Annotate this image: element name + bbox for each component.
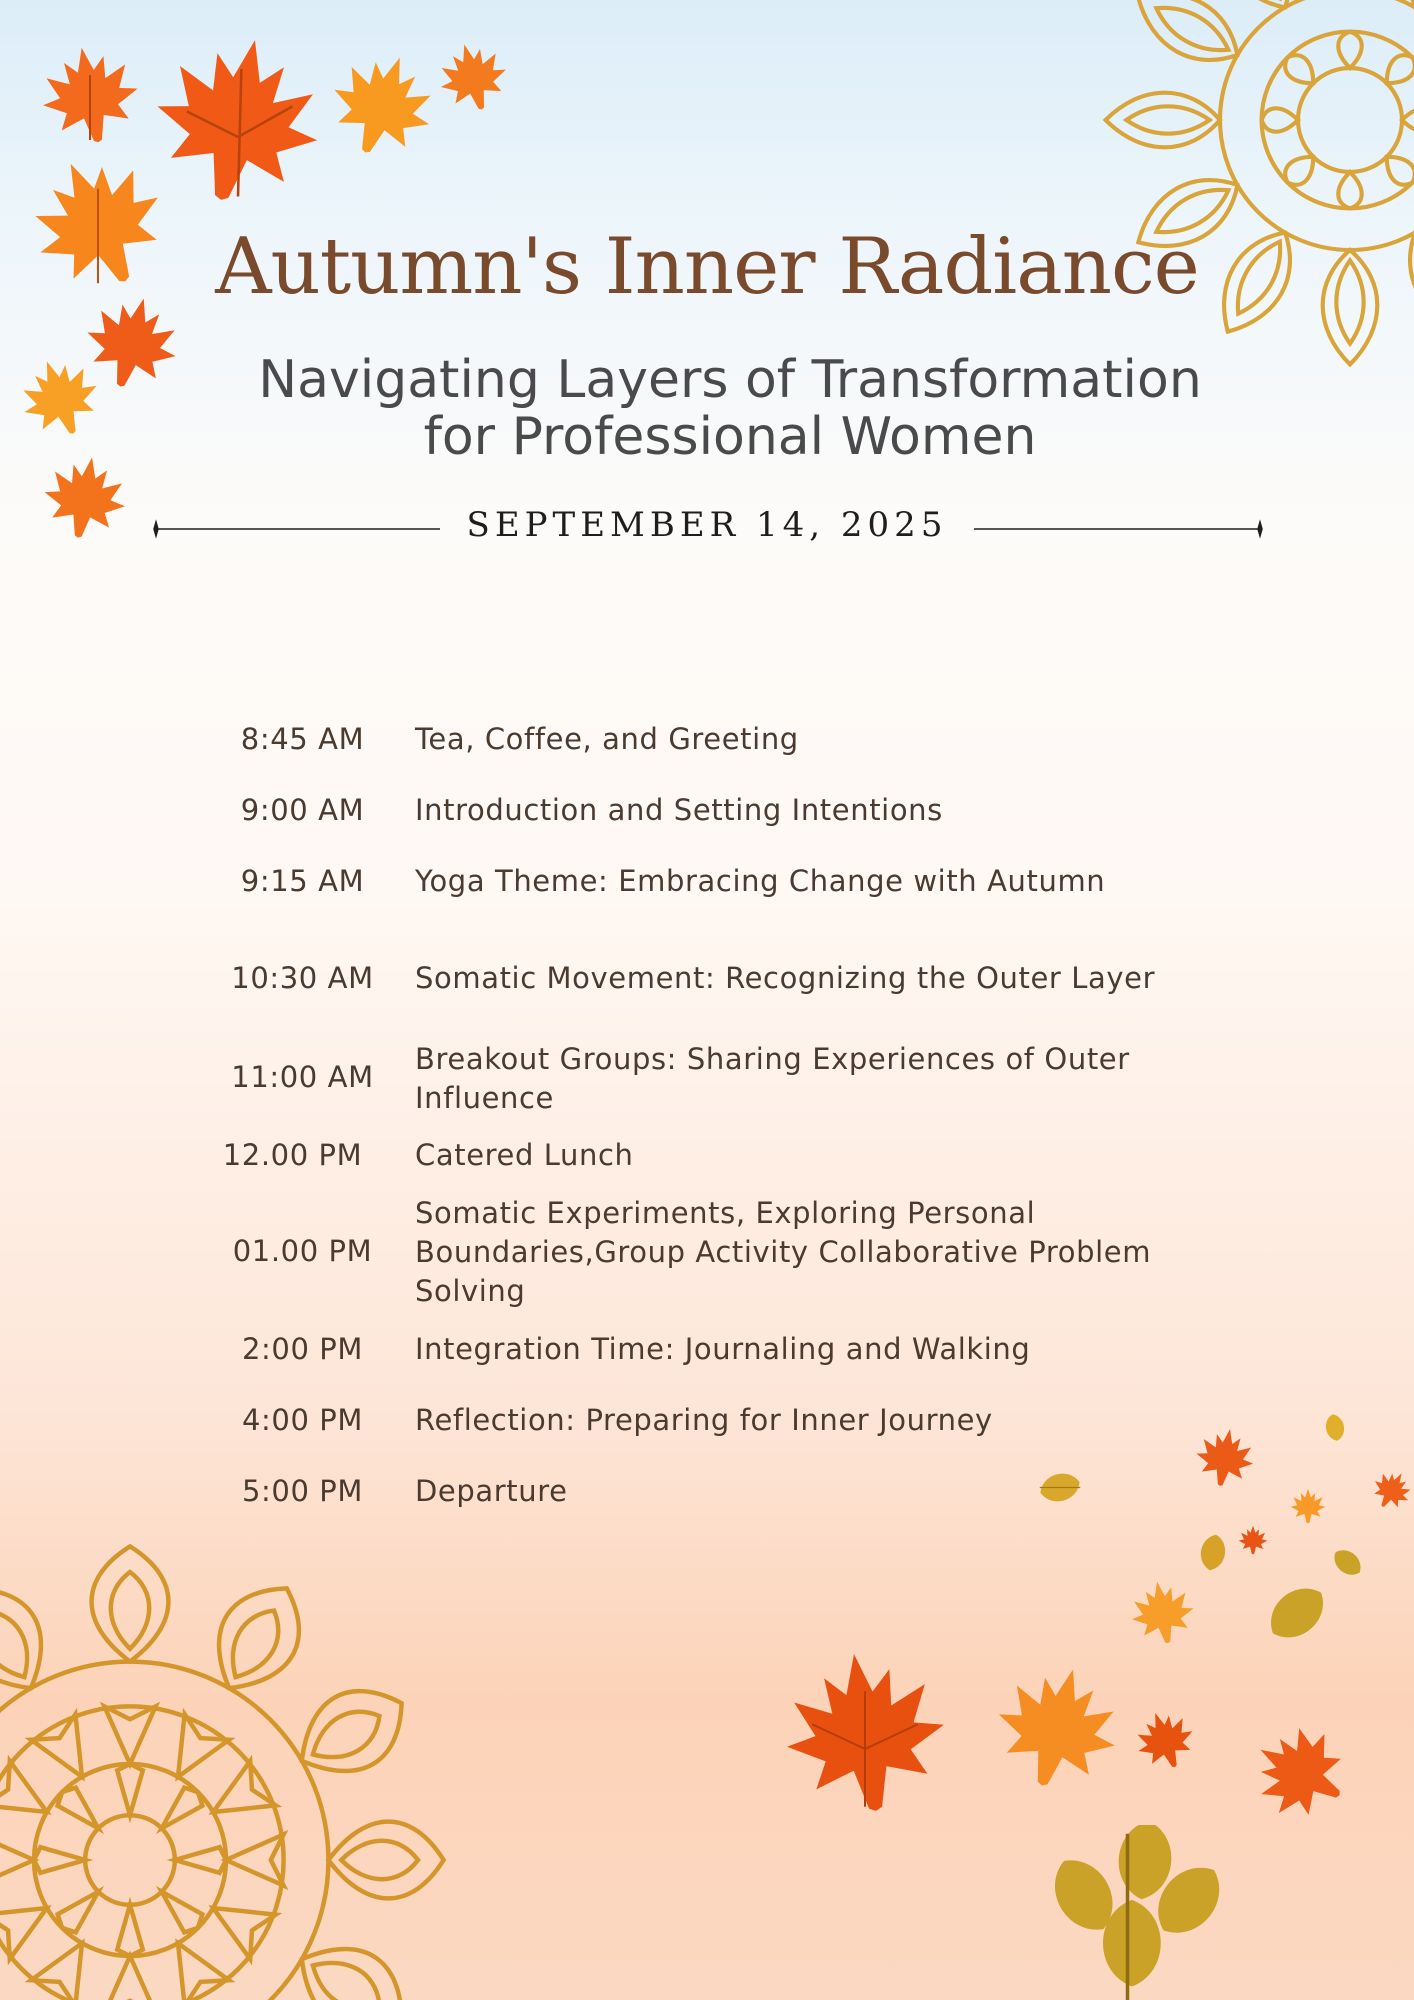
schedule-time: 9:00 AM [240,793,365,827]
schedule-activity: Departure [415,1474,568,1508]
schedule-time: 5:00 PM [241,1474,364,1508]
oak-leaf-icon [1320,1405,1350,1450]
event-subtitle [140,352,1320,466]
schedule-activity: Somatic Experiments, Exploring Personal Boundaries,Group Activity Collaborative Problem Solving [415,1196,1152,1308]
oak-leaf-icon [1262,1578,1332,1648]
schedule-activity: Catered Lunch [415,1138,634,1172]
oak-leaf-icon [1193,1510,1233,1595]
schedule-activity: Breakout Groups: Sharing Experiences of Outer Influence [415,1042,1130,1115]
maple-leaf-icon [1290,1488,1326,1524]
maple-leaf-icon [35,45,145,145]
schedule-activity: Somatic Movement: Recognizing the Outer Layer [415,961,1156,995]
schedule-time: 4:00 PM [241,1403,364,1437]
maple-leaf-icon [780,1650,950,1815]
schedule-time: 9:15 AM [240,864,365,898]
maple-leaf-icon [1235,1725,1365,1820]
maple-leaf-icon [1238,1523,1268,1557]
schedule-time: 01.00 PM [232,1234,373,1268]
subtitle-line: for Professional Women [423,407,1037,467]
event-title: Autumn's Inner Radiance [215,222,1199,312]
schedule-time: 8:45 AM [240,722,365,756]
schedule-time: 2:00 PM [241,1332,364,1366]
schedule-time: 11:00 AM [231,1060,374,1094]
maple-leaf-icon [1135,1710,1195,1770]
maple-leaf-icon [438,42,508,112]
mandala-ornament-icon [0,1540,450,2000]
mandala-ornament-icon [1090,0,1414,380]
maple-leaf-icon [148,35,328,205]
schedule-activity: Integration Time: Journaling and Walking [415,1332,1031,1366]
maple-leaf-icon [20,355,100,440]
maple-leaf-icon [1370,1470,1414,1510]
schedule-activity: Yoga Theme: Embracing Change with Autumn [415,864,1106,898]
subtitle-line: Navigating Layers of Transformation [258,350,1202,410]
oak-leaf-icon [1055,1825,1235,2000]
schedule-activity: Reflection: Preparing for Inner Journey [415,1403,993,1437]
maple-leaf-icon [1130,1580,1195,1645]
schedule-time: 12.00 PM [222,1138,363,1172]
event-date: SEPTEMBER 14, 2025 [466,505,948,545]
maple-leaf-icon [330,50,435,160]
schedule-time: 10:30 AM [231,961,374,995]
maple-leaf-icon [990,1665,1125,1790]
oak-leaf-icon [1330,1545,1365,1580]
schedule-activity: Tea, Coffee, and Greeting [415,722,799,756]
schedule-activity: Introduction and Setting Intentions [415,793,943,827]
